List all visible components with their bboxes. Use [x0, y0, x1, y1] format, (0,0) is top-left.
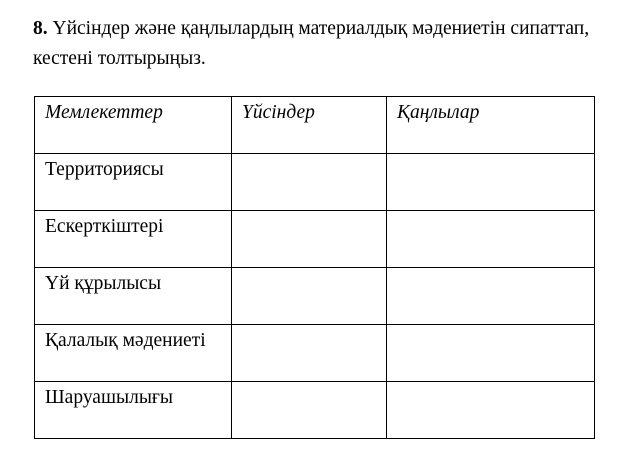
- table-row: [35, 325, 595, 382]
- table-row: [35, 211, 595, 268]
- task-number: 8.: [33, 18, 48, 39]
- answer-cell-kangly[interactable]: [387, 268, 595, 325]
- header-usin: Үйсіндер: [232, 97, 387, 154]
- answer-cell-usin[interactable]: [232, 325, 387, 382]
- answer-cell-usin[interactable]: [232, 382, 387, 439]
- answer-cell-kangly[interactable]: [387, 382, 595, 439]
- answer-cell-usin[interactable]: [232, 154, 387, 211]
- answer-cell-kangly[interactable]: [387, 325, 595, 382]
- answer-cell-kangly[interactable]: [387, 211, 595, 268]
- header-kangly: Қаңлылар: [387, 97, 595, 154]
- task-text: Үйсіндер және қаңлылардың материалдық мәдениетін сипаттап, кестені толтырыңыз.: [33, 18, 590, 69]
- row-label-urban-culture: Қалалық мәдениеті: [35, 325, 232, 382]
- row-label-monuments: Ескерткіштері: [35, 211, 232, 268]
- task-instruction: [33, 14, 603, 74]
- row-label-territory: Территориясы: [35, 154, 232, 211]
- answer-cell-usin[interactable]: [232, 211, 387, 268]
- table-row: [35, 268, 595, 325]
- table-header-row: [35, 97, 595, 154]
- row-label-economy: Шаруашылығы: [35, 382, 232, 439]
- row-label-housing: Үй құрылысы: [35, 268, 232, 325]
- answer-cell-usin[interactable]: [232, 268, 387, 325]
- answer-cell-kangly[interactable]: [387, 154, 595, 211]
- header-states: Мемлекеттер: [35, 97, 232, 154]
- answer-table: [34, 96, 595, 439]
- table-row: [35, 382, 595, 439]
- table-row: [35, 154, 595, 211]
